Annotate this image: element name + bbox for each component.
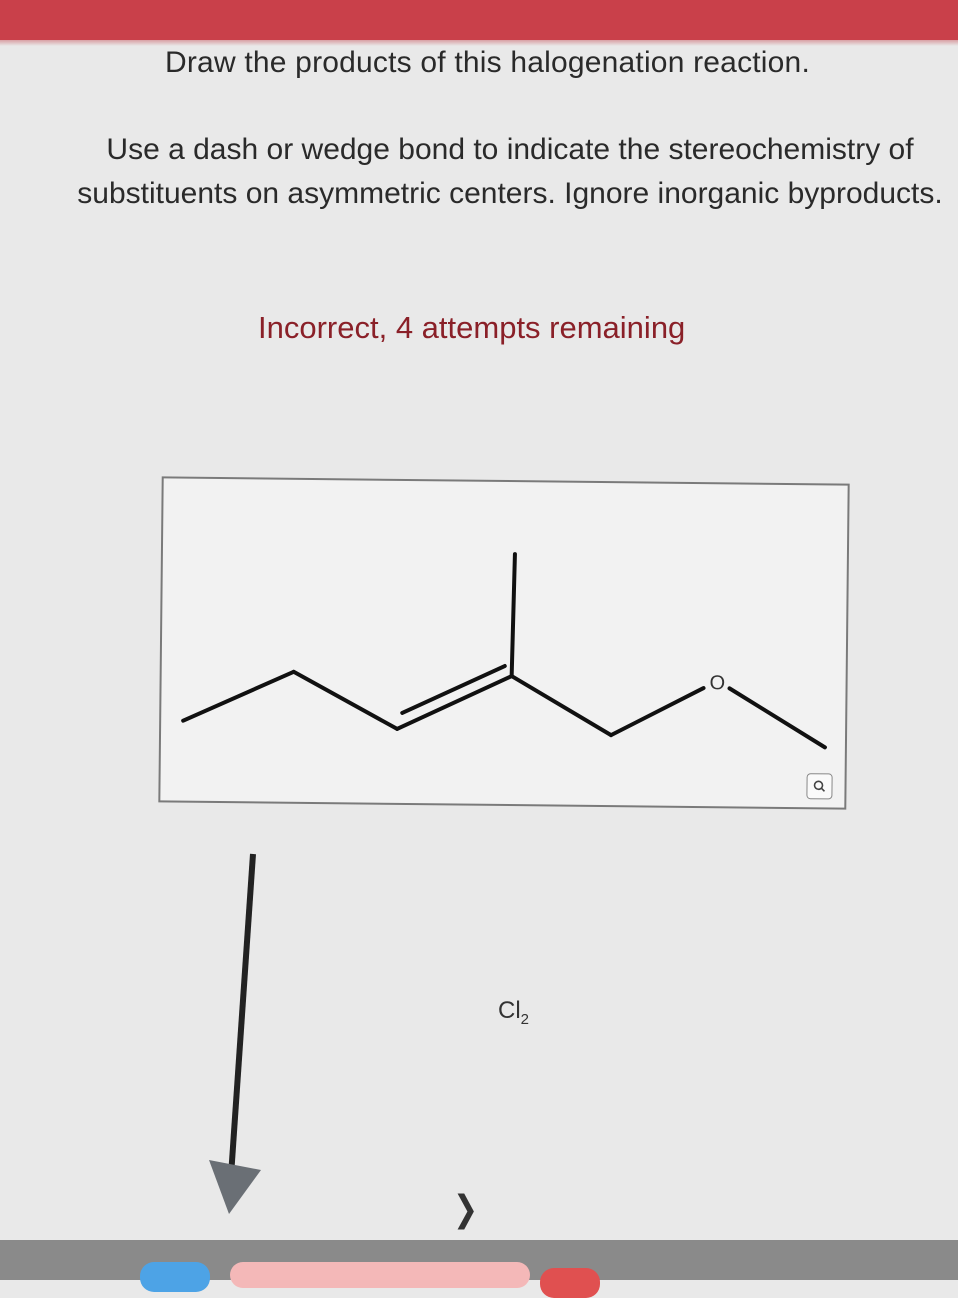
bond-c4-methyl: [512, 554, 515, 676]
reagent-label: [498, 997, 529, 1028]
reaction-arrow: [195, 840, 275, 1240]
bond-o-c6: [729, 688, 826, 747]
reactant-structure-box[interactable]: [158, 476, 849, 809]
top-bar: [0, 0, 958, 40]
bond-c1-c2: [183, 671, 294, 722]
reactant-skeletal-structure: [160, 478, 851, 811]
chevron-right-icon[interactable]: ❯: [453, 1189, 479, 1230]
bond-c3-c4-double: [397, 675, 512, 730]
bottom-icon-right: [540, 1268, 600, 1298]
reagent-element: Cl: [498, 997, 521, 1024]
bond-c5-o: [611, 687, 703, 736]
question-instructions: Use a dash or wedge bond to indicate the stereochemistry of substituents on asymmetric centers. Ignore inorganic byproducts.: [77, 133, 943, 210]
bond-c2-c3: [293, 672, 398, 729]
zoom-button[interactable]: [806, 773, 832, 799]
magnifier-icon: [811, 778, 827, 794]
bottom-icon-left: [140, 1262, 210, 1292]
reagent-subscript: 2: [520, 1010, 530, 1028]
bond-c3-c4-double-inner: [402, 665, 504, 714]
oxygen-atom-label: O: [709, 672, 726, 695]
bond-c4-c5: [511, 676, 612, 735]
question-title: Draw the products of this halogenation reaction.: [165, 46, 810, 79]
attempt-status: Incorrect, 4 attempts remaining: [258, 310, 686, 345]
bottom-pill: [230, 1262, 530, 1288]
